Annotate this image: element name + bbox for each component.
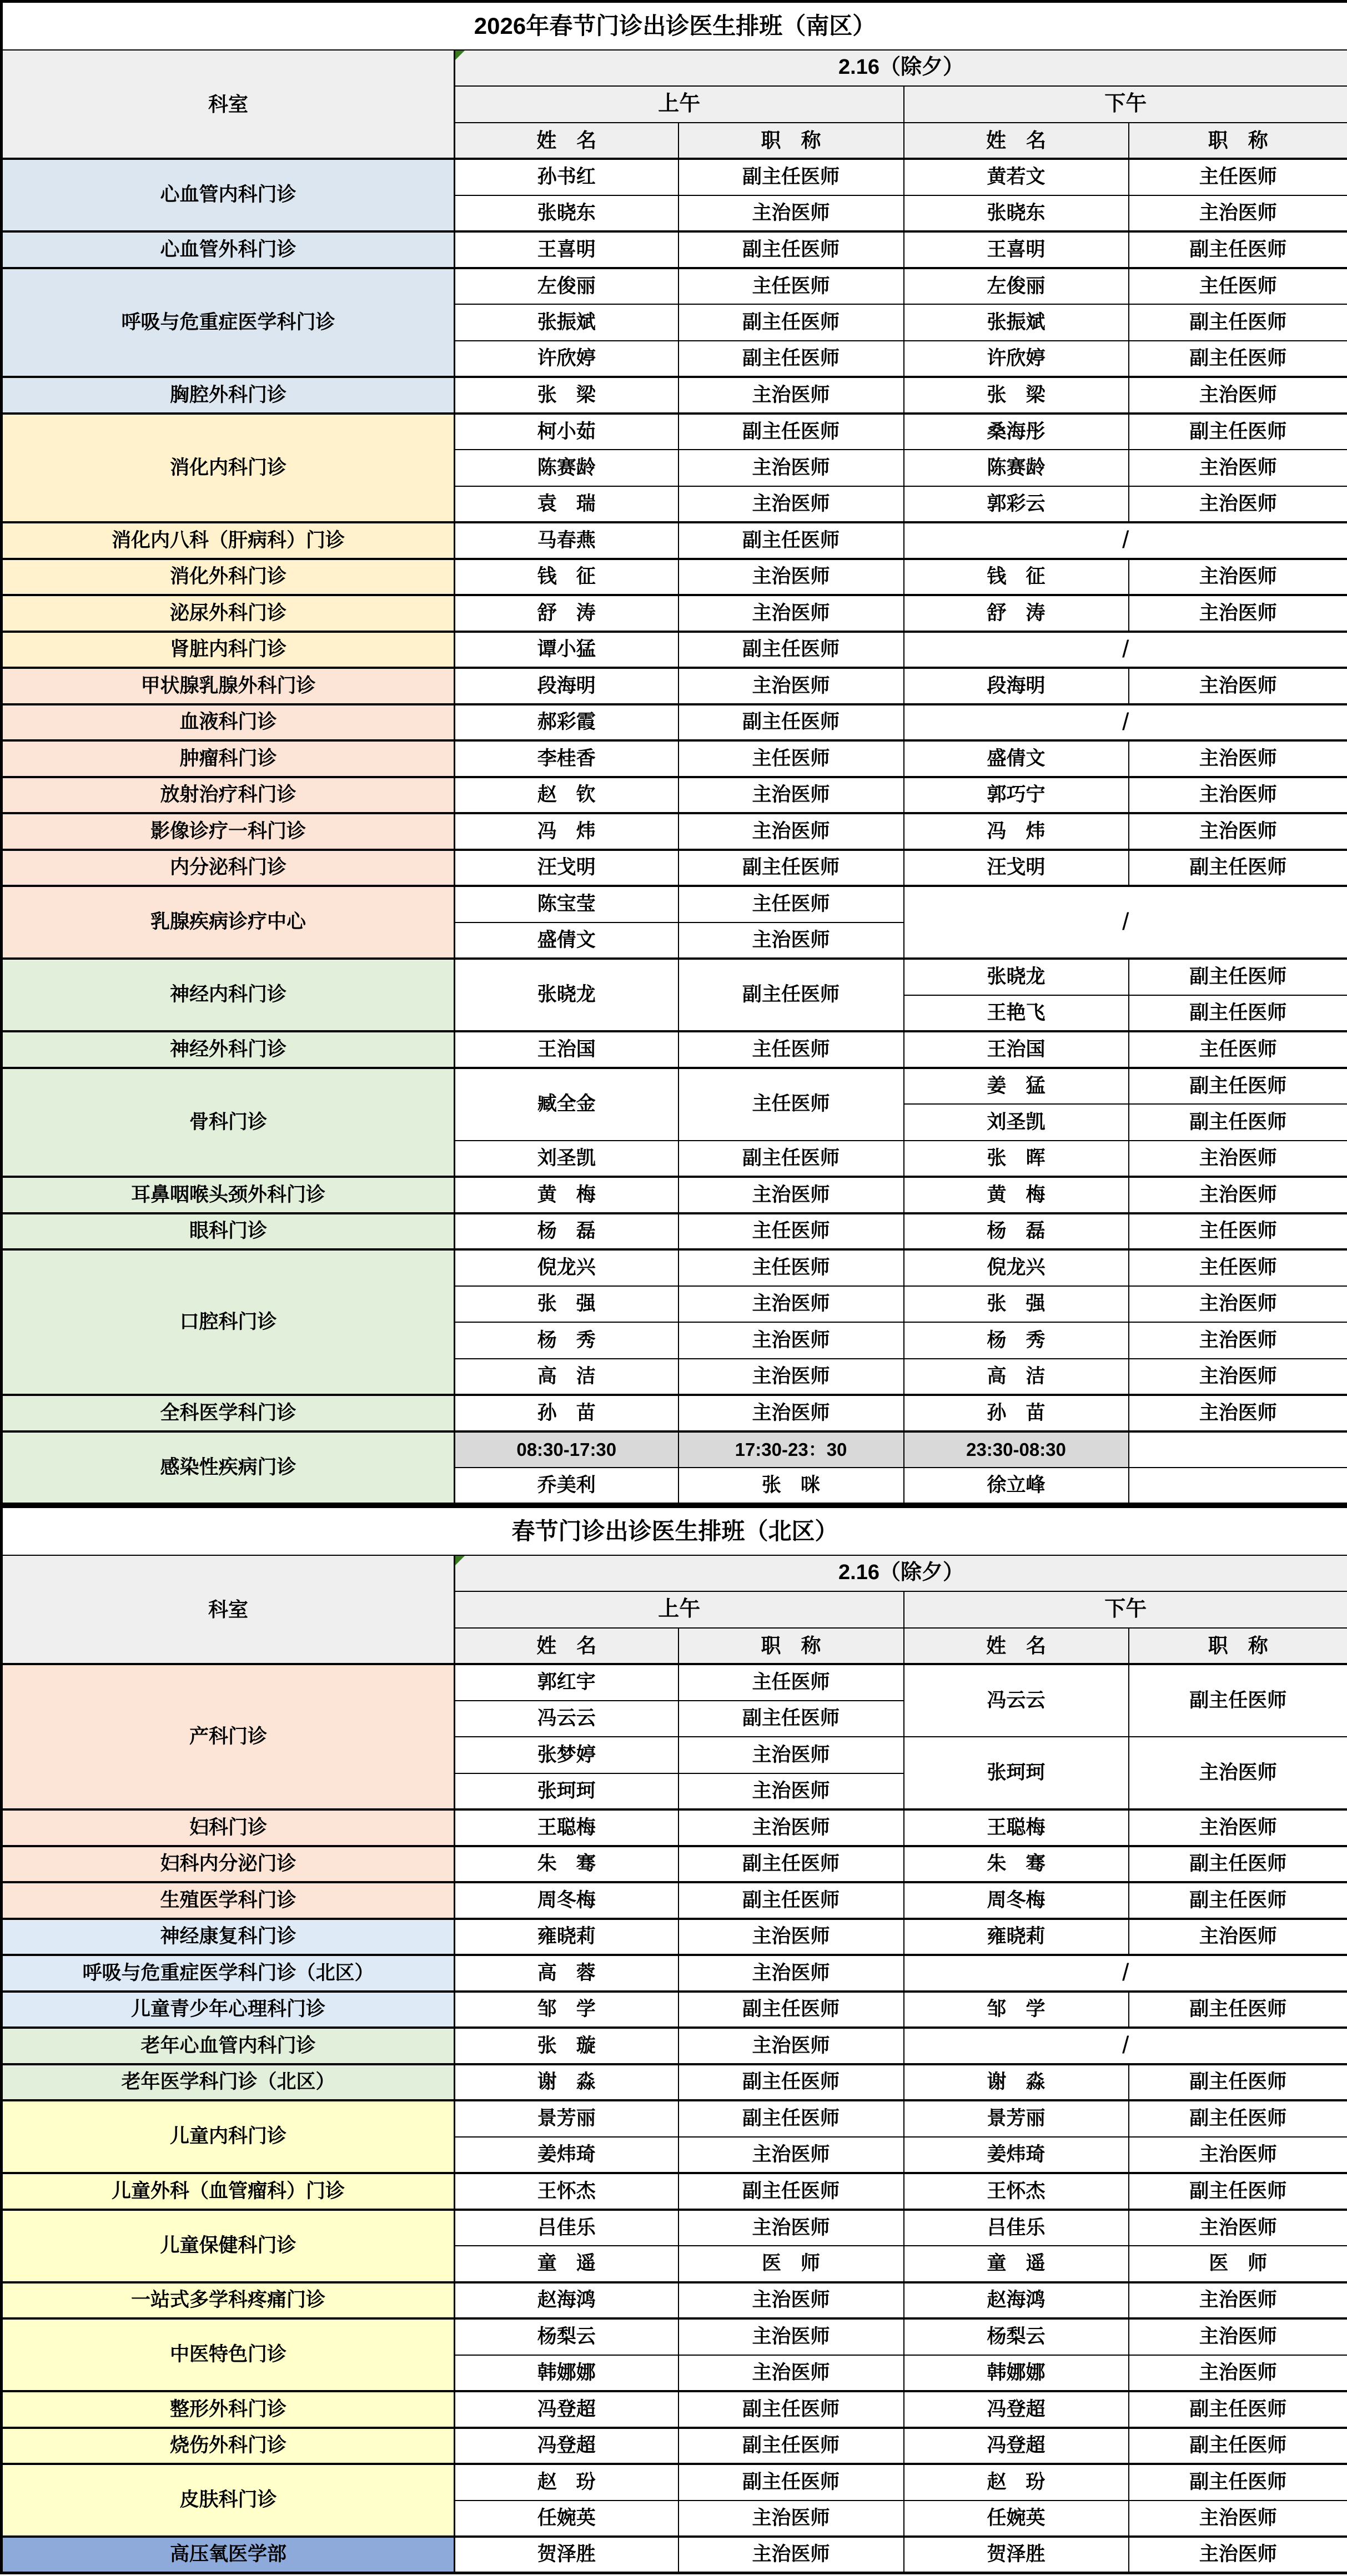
dept-cell: 耳鼻咽喉头颈外科门诊 (2, 1177, 455, 1213)
doctor-title-cell: 主治医师 (678, 813, 904, 850)
doctor-title-cell: 主治医师 (678, 2355, 904, 2392)
doctor-title-cell: 主治医师 (1129, 740, 1347, 777)
doctor-title-cell: 医 师 (1129, 2246, 1347, 2282)
doctor-name-cell: 臧全金 (455, 1068, 678, 1141)
doctor-name-cell: 谢 淼 (455, 2064, 678, 2101)
doctor-title-cell: 主任医师 (1129, 1249, 1347, 1286)
dept-cell: 感染性疾病门诊 (2, 1431, 455, 1504)
doctor-name-cell: 张珂珂 (904, 1737, 1129, 1809)
header-am-rank: 职 称 (678, 1628, 904, 1665)
time-slot-cell: 08:30-17:30 (455, 1431, 678, 1468)
doctor-title-cell: 主治医师 (1129, 1737, 1347, 1809)
header-pm: 下午 (904, 1591, 1347, 1628)
header-dept: 科室 (2, 1555, 455, 1665)
page-title-north: 春节门诊出诊医生排班（北区） (2, 1507, 1347, 1555)
doctor-title-cell: 医 师 (678, 2246, 904, 2282)
doctor-name-cell: 任婉英 (904, 2501, 1129, 2537)
dept-cell: 影像诊疗一科门诊 (2, 813, 455, 850)
dept-cell: 消化内八科（肝病科）门诊 (2, 522, 455, 559)
doctor-title-cell: 主治医师 (1129, 377, 1347, 414)
doctor-name-cell: 杨梨云 (455, 2318, 678, 2355)
doctor-title-cell: 副主任医师 (1129, 995, 1347, 1032)
doctor-name-cell: 孙 苗 (904, 1395, 1129, 1431)
doctor-title-cell: 主治医师 (678, 2028, 904, 2064)
doctor-name-cell: 赵 玢 (904, 2464, 1129, 2501)
doctor-title-cell: 副主任医师 (1129, 2173, 1347, 2210)
doctor-title-cell: 副主任医师 (678, 1141, 904, 1177)
doctor-name-cell: 姜 猛 (904, 1068, 1129, 1105)
dept-cell: 消化外科门诊 (2, 559, 455, 596)
doctor-name-cell: 冯登超 (455, 2391, 678, 2428)
doctor-title-cell: 主治医师 (1129, 813, 1347, 850)
doctor-title-cell: 主治医师 (1129, 668, 1347, 704)
dept-cell: 全科医学科门诊 (2, 1395, 455, 1431)
doctor-title-cell: 副主任医师 (678, 159, 904, 195)
doctor-name-cell: 朱 骞 (904, 1846, 1129, 1883)
dept-cell: 妇科门诊 (2, 1809, 455, 1846)
doctor-title-cell: 副主任医师 (678, 1846, 904, 1883)
page-title-south: 2026年春节门诊出诊医生排班（南区） (2, 2, 1347, 50)
doctor-name-cell: 倪龙兴 (904, 1249, 1129, 1286)
doctor-name-cell: 钱 征 (904, 559, 1129, 596)
doctor-name-cell: 孙 苗 (455, 1395, 678, 1431)
doctor-title-cell: 副主任医师 (678, 414, 904, 450)
doctor-title-cell: 主治医师 (678, 1177, 904, 1213)
doctor-title-cell: 主任医师 (1129, 268, 1347, 305)
doctor-name-cell: 张 晖 (904, 1141, 1129, 1177)
doctor-name-cell: 杨 秀 (455, 1322, 678, 1359)
dept-cell: 高压氧医学部 (2, 2537, 455, 2573)
header-pm-rank: 职 称 (1129, 1628, 1347, 1665)
doctor-name-cell: 周冬梅 (904, 1882, 1129, 1919)
header-pm-name: 姓 名 (904, 123, 1129, 159)
doctor-name-cell: 张珂珂 (455, 1773, 678, 1810)
doctor-name-cell: 刘圣凯 (455, 1141, 678, 1177)
doctor-name-cell: 王怀杰 (904, 2173, 1129, 2210)
dept-cell: 心血管外科门诊 (2, 231, 455, 268)
doctor-title-cell: 主治医师 (678, 559, 904, 596)
doctor-name-cell: 张振斌 (455, 304, 678, 341)
header-am: 上午 (455, 1591, 904, 1628)
doctor-title-cell: 主治医师 (1129, 1141, 1347, 1177)
doctor-name-cell: 柯小茹 (455, 414, 678, 450)
doctor-title-cell: 副主任医师 (1129, 341, 1347, 377)
doctor-title-cell: 主治医师 (678, 1737, 904, 1773)
doctor-title-cell: 主治医师 (1129, 2537, 1347, 2573)
doctor-title-cell: 主治医师 (678, 1919, 904, 1955)
doctor-name-cell: 雍晓莉 (904, 1919, 1129, 1955)
doctor-title-cell: 主治医师 (678, 777, 904, 814)
doctor-title-cell: 副主任医师 (678, 632, 904, 668)
doctor-title-cell: 主任医师 (678, 1664, 904, 1701)
doctor-title-cell: 主治医师 (1129, 450, 1347, 486)
doctor-title-cell: 主治医师 (678, 1286, 904, 1323)
doctor-title-cell: 副主任医师 (678, 1992, 904, 2028)
doctor-title-cell: 副主任医师 (678, 2428, 904, 2464)
doctor-name-cell: 赵 玢 (455, 2464, 678, 2501)
doctor-title-cell: 副主任医师 (678, 2064, 904, 2101)
dept-cell: 肾脏内科门诊 (2, 632, 455, 668)
doctor-title-cell: 副主任医师 (678, 231, 904, 268)
doctor-name-cell: 邹 学 (904, 1992, 1129, 2028)
dept-cell: 骨科门诊 (2, 1068, 455, 1177)
doctor-title-cell: 主治医师 (1129, 2210, 1347, 2246)
dept-cell: 心血管内科门诊 (2, 159, 455, 231)
doctor-name-cell: 张 强 (455, 1286, 678, 1323)
dept-cell: 内分泌科门诊 (2, 850, 455, 886)
doctor-name-cell: 谢 淼 (904, 2064, 1129, 2101)
doctor-title-cell: 副主任医师 (1129, 2100, 1347, 2137)
time-slot-cell: 17:30-23：30 (678, 1431, 904, 1468)
doctor-name-cell: 雍晓莉 (455, 1919, 678, 1955)
doctor-title-cell: 主治医师 (678, 1809, 904, 1846)
doctor-name-cell: 陈赛龄 (455, 450, 678, 486)
doctor-title-cell: 主治医师 (678, 2137, 904, 2174)
header-date-label: 2.16（除夕） (838, 1561, 964, 1585)
doctor-title-cell: 副主任医师 (1129, 414, 1347, 450)
time-slot-cell: 23:30-08:30 (904, 1431, 1129, 1468)
slash-cell: / (904, 632, 1347, 668)
doctor-title-cell: 主治医师 (678, 922, 904, 959)
dept-cell: 神经外科门诊 (2, 1031, 455, 1068)
doctor-name-cell: 王怀杰 (455, 2173, 678, 2210)
doctor-name-cell: 张晓龙 (904, 959, 1129, 995)
slash-cell: / (904, 2028, 1347, 2064)
doctor-name-cell: 朱 骞 (455, 1846, 678, 1883)
doctor-name-cell: 赵 钦 (455, 777, 678, 814)
doctor-name-cell: 李桂香 (455, 740, 678, 777)
doctor-name-cell: 冯登超 (455, 2428, 678, 2464)
doctor-name-cell: 杨 秀 (904, 1322, 1129, 1359)
doctor-title-cell: 主治医师 (1129, 1322, 1347, 1359)
header-dept: 科室 (2, 50, 455, 159)
doctor-name-cell: 左俊丽 (904, 268, 1129, 305)
doctor-name-cell: 王聪梅 (904, 1809, 1129, 1846)
doctor-title-cell: 主任医师 (678, 1031, 904, 1068)
dept-cell: 口腔科门诊 (2, 1249, 455, 1395)
doctor-name-cell: 倪龙兴 (455, 1249, 678, 1286)
doctor-name-cell: 张 梁 (904, 377, 1129, 414)
doctor-name-cell: 王艳飞 (904, 995, 1129, 1032)
doctor-name-cell: 许欣婷 (904, 341, 1129, 377)
doctor-name-cell: 童 遥 (455, 2246, 678, 2282)
doctor-title-cell: 主任医师 (678, 886, 904, 922)
dept-cell: 儿童内科门诊 (2, 2100, 455, 2173)
dept-cell: 老年心血管内科门诊 (2, 2028, 455, 2064)
header-date (455, 1555, 1347, 1592)
doctor-name-cell: 冯云云 (455, 1701, 678, 1737)
doctor-name-cell: 高 蓉 (455, 1955, 678, 1992)
doctor-name-cell: 汪戈明 (904, 850, 1129, 886)
doctor-name-cell: 陈赛龄 (904, 450, 1129, 486)
doctor-title-cell: 主治医师 (1129, 2355, 1347, 2392)
doctor-name-cell: 乔美利 (455, 1468, 678, 1504)
header-date-label: 2.16（除夕） (838, 56, 964, 79)
doctor-name-cell: 袁 瑞 (455, 486, 678, 523)
doctor-title-cell: 副主任医师 (1129, 2391, 1347, 2428)
doctor-title-cell: 主治医师 (1129, 486, 1347, 523)
header-am-name: 姓 名 (455, 123, 678, 159)
header-pm: 下午 (904, 86, 1347, 123)
dept-cell: 血液科门诊 (2, 704, 455, 741)
doctor-title-cell: 副主任医师 (1129, 304, 1347, 341)
doctor-name-cell: 徐立峰 (904, 1468, 1129, 1504)
doctor-title-cell: 主治医师 (1129, 1809, 1347, 1846)
doctor-name-cell: 赵海鸿 (904, 2282, 1129, 2319)
dept-cell: 胸腔外科门诊 (2, 377, 455, 414)
corner-flag-icon (455, 1556, 465, 1565)
dept-cell: 中医特色门诊 (2, 2318, 455, 2391)
doctor-name-cell: 陈宝莹 (455, 886, 678, 922)
doctor-title-cell: 副主任医师 (678, 1882, 904, 1919)
doctor-title-cell: 副主任医师 (678, 959, 904, 1031)
doctor-name-cell: 冯登超 (904, 2428, 1129, 2464)
dept-cell: 神经康复科门诊 (2, 1919, 455, 1955)
doctor-title-cell: 主治医师 (1129, 1919, 1347, 1955)
header-am-rank: 职 称 (678, 123, 904, 159)
doctor-name-cell: 段海明 (904, 668, 1129, 704)
doctor-title-cell: 主治医师 (678, 195, 904, 232)
doctor-name-cell: 王治国 (455, 1031, 678, 1068)
schedule-table-north (0, 1505, 1347, 2574)
doctor-name-cell: 王喜明 (455, 231, 678, 268)
doctor-title-cell: 主治医师 (1129, 777, 1347, 814)
dept-cell: 呼吸与危重症医学科门诊（北区） (2, 1955, 455, 1992)
doctor-title-cell: 主治医师 (678, 2537, 904, 2573)
doctor-title-cell: 主治医师 (678, 2318, 904, 2355)
dept-cell: 儿童外科（血管瘤科）门诊 (2, 2173, 455, 2210)
doctor-title-cell: 副主任医师 (1129, 2064, 1347, 2101)
dept-cell: 儿童保健科门诊 (2, 2210, 455, 2282)
dept-cell: 甲状腺乳腺外科门诊 (2, 668, 455, 704)
dept-cell: 一站式多学科疼痛门诊 (2, 2282, 455, 2319)
doctor-name-cell: 郝彩霞 (455, 704, 678, 741)
doctor-name-cell: 杨 磊 (455, 1213, 678, 1250)
dept-cell: 皮肤科门诊 (2, 2464, 455, 2537)
doctor-name-cell: 冯登超 (904, 2391, 1129, 2428)
doctor-name-cell: 张 咪 (678, 1468, 904, 1504)
doctor-title-cell: 副主任医师 (1129, 1882, 1347, 1919)
header-pm-rank: 职 称 (1129, 123, 1347, 159)
doctor-name-cell: 钱 征 (455, 559, 678, 596)
doctor-title-cell: 主治医师 (1129, 1395, 1347, 1431)
doctor-name-cell: 张梦婷 (455, 1737, 678, 1773)
doctor-name-cell: 郭巧宁 (904, 777, 1129, 814)
dept-cell: 烧伤外科门诊 (2, 2428, 455, 2464)
doctor-name-cell: 姜炜琦 (455, 2137, 678, 2174)
header-am: 上午 (455, 86, 904, 123)
doctor-name-cell: 张晓龙 (455, 959, 678, 1031)
doctor-title-cell: 副主任医师 (678, 2391, 904, 2428)
doctor-name-cell: 王喜明 (904, 231, 1129, 268)
doctor-title-cell: 主治医师 (678, 668, 904, 704)
doctor-title-cell: 主治医师 (678, 2282, 904, 2319)
doctor-name-cell: 张振斌 (904, 304, 1129, 341)
doctor-title-cell: 主治医师 (1129, 595, 1347, 632)
doctor-name-cell: 韩娜娜 (904, 2355, 1129, 2392)
dept-cell: 生殖医学科门诊 (2, 1882, 455, 1919)
doctor-name-cell: 盛倩文 (455, 922, 678, 959)
doctor-name-cell: 张 强 (904, 1286, 1129, 1323)
doctor-name-cell: 杨梨云 (904, 2318, 1129, 2355)
doctor-title-cell: 副主任医师 (678, 2173, 904, 2210)
doctor-name-cell: 姜炜琦 (904, 2137, 1129, 2174)
doctor-name-cell: 郭红宇 (455, 1664, 678, 1701)
doctor-name-cell: 冯云云 (904, 1664, 1129, 1737)
doctor-name-cell: 舒 涛 (904, 595, 1129, 632)
doctor-title-cell: 主治医师 (1129, 2318, 1347, 2355)
dept-cell: 乳腺疾病诊疗中心 (2, 886, 455, 959)
doctor-title-cell: 主治医师 (1129, 1177, 1347, 1213)
doctor-title-cell: 主任医师 (1129, 1031, 1347, 1068)
doctor-title-cell: 主任医师 (1129, 1213, 1347, 1250)
slash-cell: / (904, 704, 1347, 741)
doctor-name-cell: 韩娜娜 (455, 2355, 678, 2392)
doctor-title-cell: 主治医师 (1129, 1359, 1347, 1395)
doctor-title-cell: 副主任医师 (678, 341, 904, 377)
doctor-name-cell: 杨 磊 (904, 1213, 1129, 1250)
empty-cell (1129, 1431, 1347, 1468)
doctor-title-cell: 副主任医师 (1129, 1992, 1347, 2028)
header-date (455, 50, 1347, 87)
doctor-title-cell: 副主任医师 (678, 1701, 904, 1737)
doctor-title-cell: 主治医师 (1129, 2282, 1347, 2319)
schedule-body-north (2, 1664, 1347, 2573)
doctor-name-cell: 左俊丽 (455, 268, 678, 305)
dept-cell: 老年医学科门诊（北区） (2, 2064, 455, 2101)
doctor-name-cell: 马春燕 (455, 522, 678, 559)
doctor-name-cell: 高 洁 (904, 1359, 1129, 1395)
doctor-title-cell: 主任医师 (1129, 159, 1347, 195)
doctor-title-cell: 副主任医师 (1129, 1068, 1347, 1105)
doctor-title-cell: 副主任医师 (678, 304, 904, 341)
doctor-name-cell: 冯 炜 (455, 813, 678, 850)
doctor-title-cell: 主任医师 (678, 740, 904, 777)
doctor-name-cell: 周冬梅 (455, 1882, 678, 1919)
doctor-name-cell: 郭彩云 (904, 486, 1129, 523)
doctor-name-cell: 孙书红 (455, 159, 678, 195)
doctor-title-cell: 主治医师 (678, 450, 904, 486)
slash-cell: / (904, 1955, 1347, 1992)
doctor-title-cell: 主治医师 (678, 1395, 904, 1431)
doctor-title-cell: 副主任医师 (1129, 2464, 1347, 2501)
doctor-name-cell: 景芳丽 (455, 2100, 678, 2137)
dept-cell: 整形外科门诊 (2, 2391, 455, 2428)
slash-cell: / (904, 522, 1347, 559)
doctor-title-cell: 主任医师 (678, 1068, 904, 1141)
schedule-body-south (2, 159, 1347, 1504)
doctor-name-cell: 黄若文 (904, 159, 1129, 195)
doctor-title-cell: 主治医师 (678, 1322, 904, 1359)
doctor-title-cell: 副主任医师 (1129, 959, 1347, 995)
dept-cell: 放射治疗科门诊 (2, 777, 455, 814)
doctor-name-cell: 刘圣凯 (904, 1104, 1129, 1141)
doctor-title-cell: 副主任医师 (678, 2100, 904, 2137)
doctor-name-cell: 张 梁 (455, 377, 678, 414)
header-am-name: 姓 名 (455, 1628, 678, 1665)
doctor-title-cell: 副主任医师 (678, 2464, 904, 2501)
doctor-name-cell: 张晓东 (455, 195, 678, 232)
doctor-name-cell: 童 遥 (904, 2246, 1129, 2282)
doctor-title-cell: 主治医师 (678, 1359, 904, 1395)
dept-cell: 儿童青少年心理科门诊 (2, 1992, 455, 2028)
doctor-title-cell: 副主任医师 (1129, 1104, 1347, 1141)
doctor-name-cell: 高 洁 (455, 1359, 678, 1395)
dept-cell: 肿瘤科门诊 (2, 740, 455, 777)
dept-cell: 呼吸与危重症医学科门诊 (2, 268, 455, 377)
doctor-name-cell: 桑海彤 (904, 414, 1129, 450)
doctor-name-cell: 赵海鸿 (455, 2282, 678, 2319)
doctor-title-cell: 副主任医师 (1129, 850, 1347, 886)
doctor-title-cell: 主治医师 (678, 1773, 904, 1810)
dept-cell: 泌尿外科门诊 (2, 595, 455, 632)
header-pm-name: 姓 名 (904, 1628, 1129, 1665)
doctor-name-cell: 黄 梅 (904, 1177, 1129, 1213)
doctor-name-cell: 任婉英 (455, 2501, 678, 2537)
doctor-name-cell: 汪戈明 (455, 850, 678, 886)
doctor-name-cell: 许欣婷 (455, 341, 678, 377)
doctor-title-cell: 主任医师 (678, 1249, 904, 1286)
doctor-title-cell: 副主任医师 (678, 704, 904, 741)
doctor-name-cell: 舒 涛 (455, 595, 678, 632)
doctor-name-cell: 段海明 (455, 668, 678, 704)
empty-cell (1129, 1468, 1347, 1504)
doctor-title-cell: 主治医师 (1129, 2137, 1347, 2174)
doctor-name-cell: 王聪梅 (455, 1809, 678, 1846)
doctor-title-cell: 副主任医师 (1129, 231, 1347, 268)
corner-flag-icon (455, 51, 465, 60)
doctor-title-cell: 主治医师 (678, 486, 904, 523)
doctor-title-cell: 主治医师 (678, 2501, 904, 2537)
doctor-name-cell: 王治国 (904, 1031, 1129, 1068)
dept-cell: 产科门诊 (2, 1664, 455, 1809)
doctor-title-cell: 主治医师 (678, 1955, 904, 1992)
doctor-title-cell: 主治医师 (678, 377, 904, 414)
doctor-name-cell: 吕佳乐 (455, 2210, 678, 2246)
doctor-title-cell: 主治医师 (678, 2210, 904, 2246)
doctor-title-cell: 副主任医师 (1129, 2428, 1347, 2464)
doctor-name-cell: 冯 炜 (904, 813, 1129, 850)
doctor-title-cell: 主治医师 (1129, 1286, 1347, 1323)
doctor-name-cell: 张 璇 (455, 2028, 678, 2064)
slash-cell: / (904, 886, 1347, 959)
doctor-title-cell: 副主任医师 (1129, 1846, 1347, 1883)
doctor-title-cell: 主治医师 (1129, 559, 1347, 596)
doctor-name-cell: 吕佳乐 (904, 2210, 1129, 2246)
doctor-name-cell: 景芳丽 (904, 2100, 1129, 2137)
doctor-name-cell: 邹 学 (455, 1992, 678, 2028)
doctor-title-cell: 主任医师 (678, 268, 904, 305)
doctor-title-cell: 主任医师 (678, 1213, 904, 1250)
doctor-title-cell: 主治医师 (1129, 195, 1347, 232)
doctor-name-cell: 张晓东 (904, 195, 1129, 232)
doctor-title-cell: 副主任医师 (678, 522, 904, 559)
doctor-title-cell: 副主任医师 (678, 850, 904, 886)
dept-cell: 眼科门诊 (2, 1213, 455, 1250)
doctor-name-cell: 贺泽胜 (904, 2537, 1129, 2573)
doctor-title-cell: 主治医师 (678, 595, 904, 632)
dept-cell: 消化内科门诊 (2, 414, 455, 523)
dept-cell: 妇科内分泌门诊 (2, 1846, 455, 1883)
doctor-name-cell: 盛倩文 (904, 740, 1129, 777)
doctor-title-cell: 主治医师 (1129, 2501, 1347, 2537)
dept-cell: 神经内科门诊 (2, 959, 455, 1031)
doctor-name-cell: 贺泽胜 (455, 2537, 678, 2573)
doctor-title-cell: 副主任医师 (1129, 1664, 1347, 1737)
doctor-name-cell: 谭小猛 (455, 632, 678, 668)
doctor-name-cell: 黄 梅 (455, 1177, 678, 1213)
